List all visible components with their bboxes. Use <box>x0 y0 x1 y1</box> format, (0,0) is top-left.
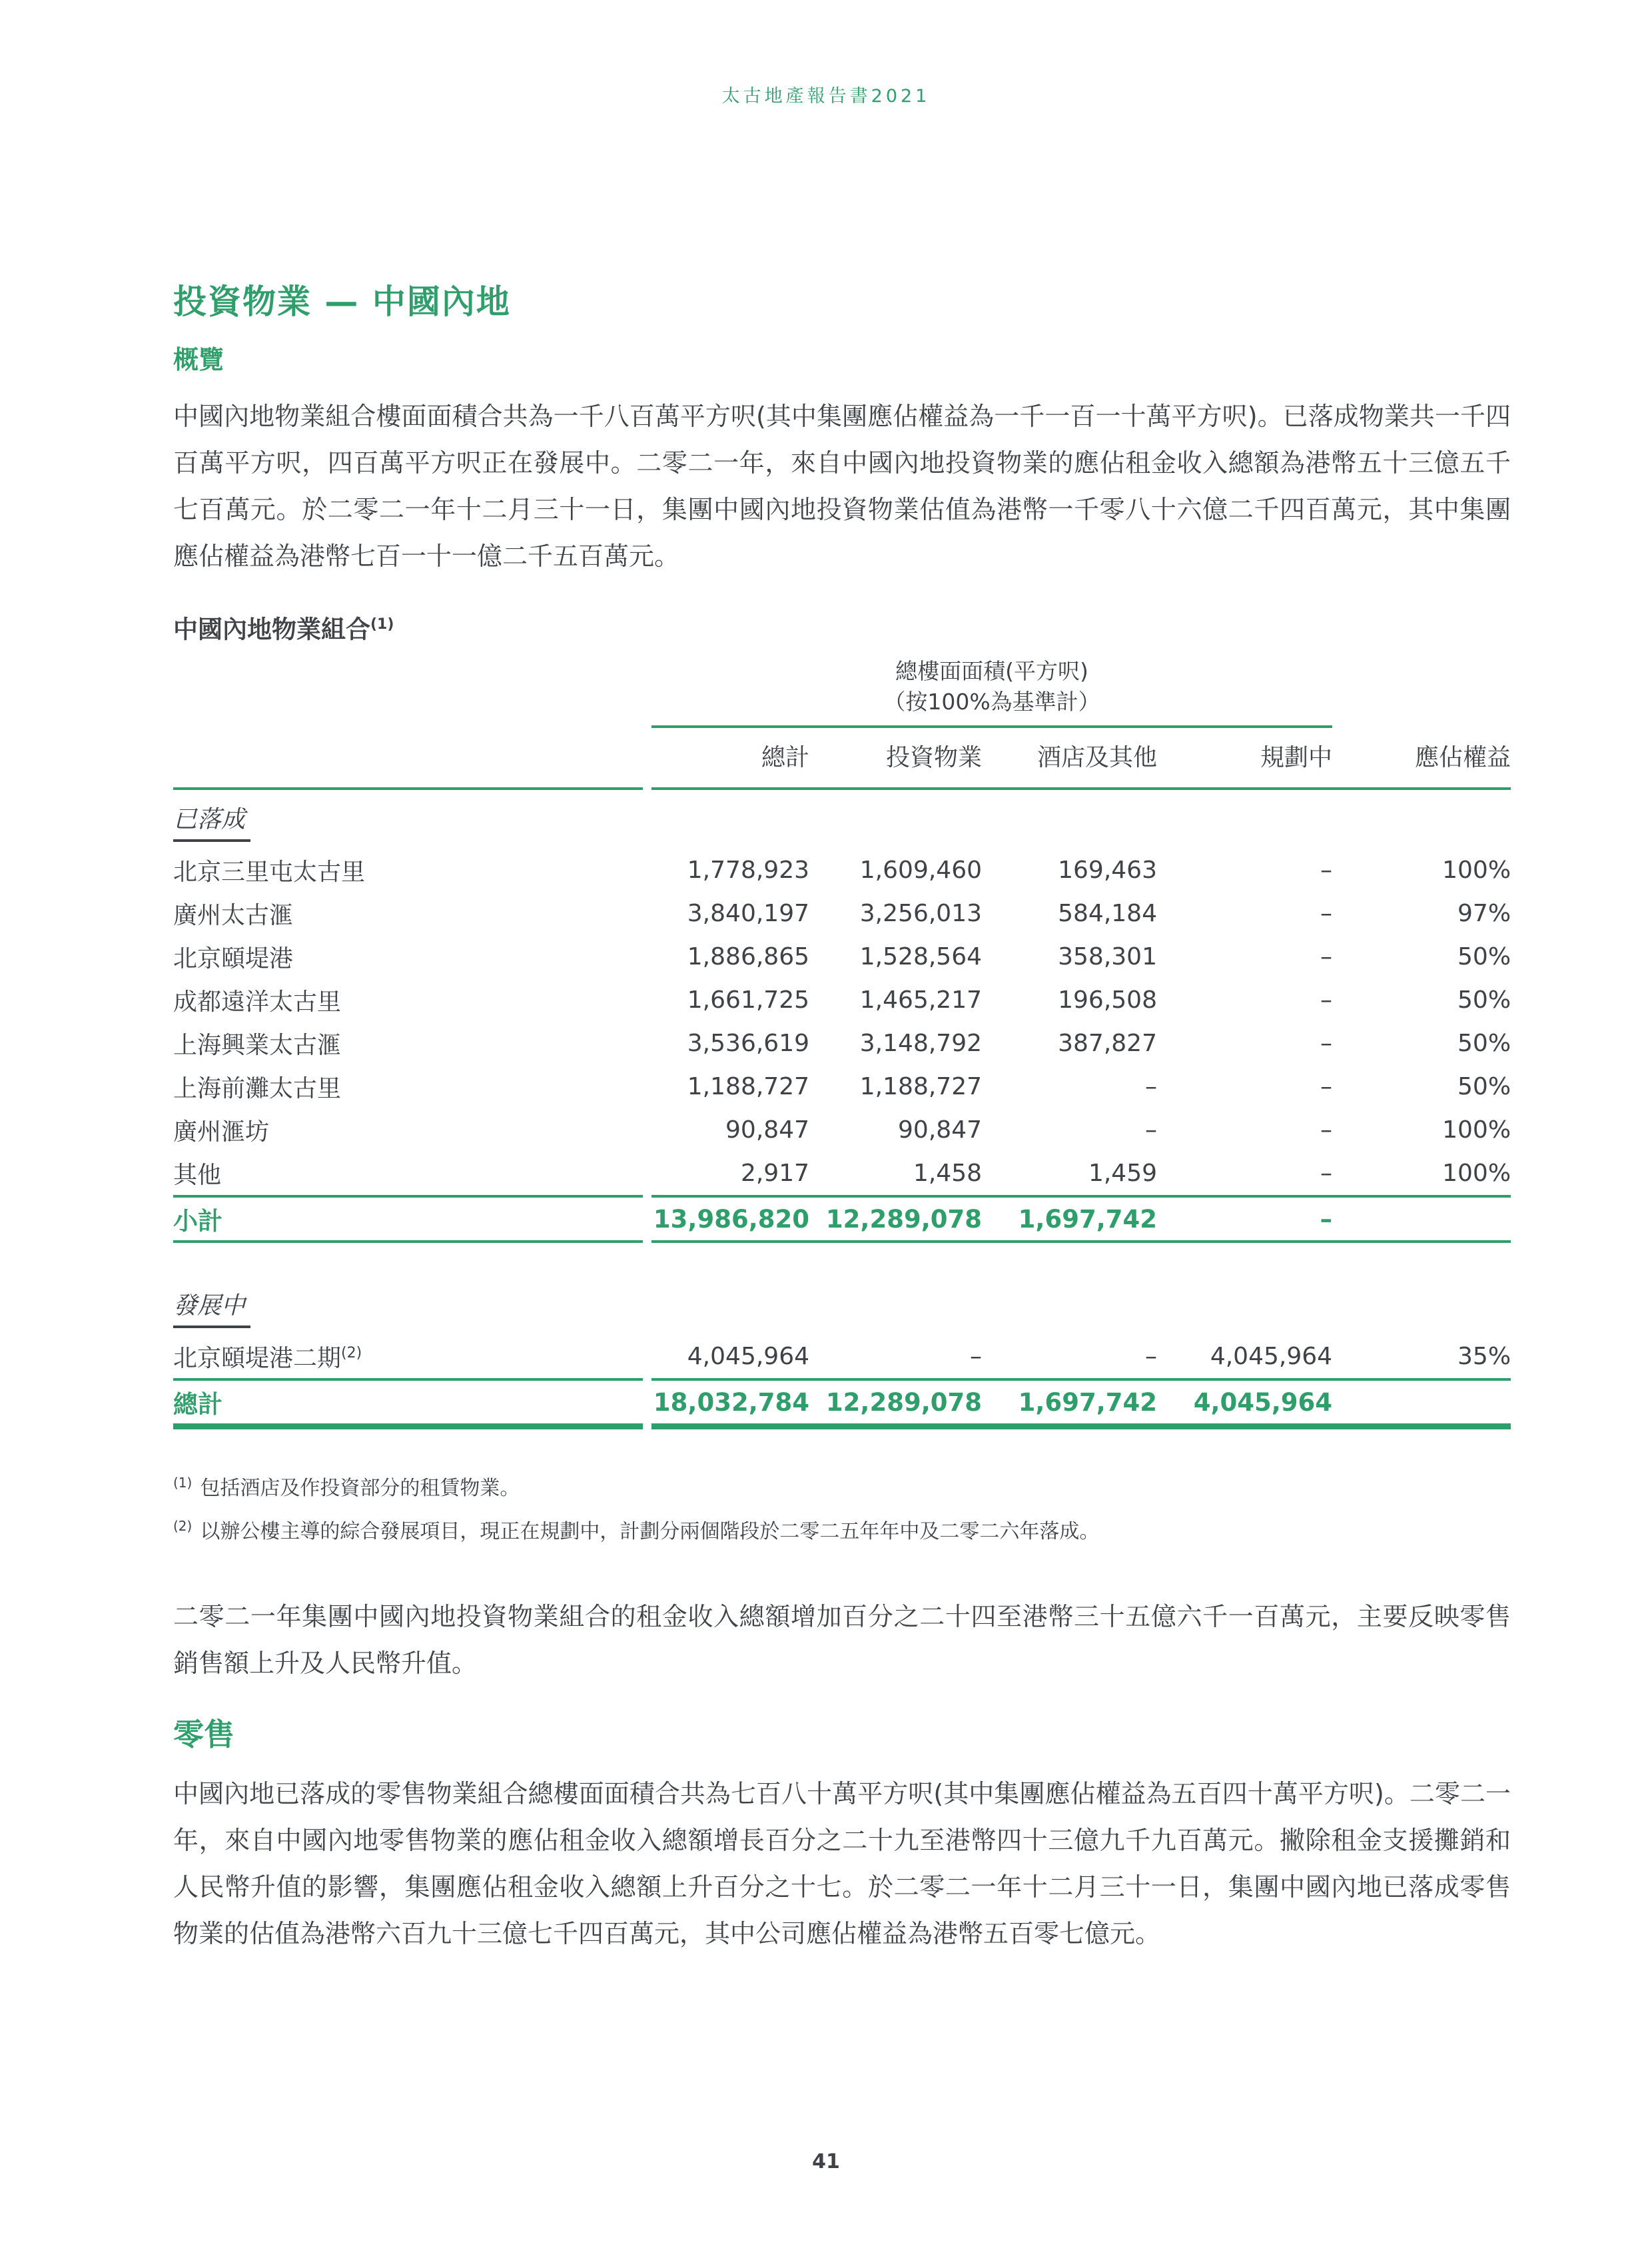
table-row: 廣州太古滙 3,840,197 3,256,013 584,184 – 97% <box>173 892 1511 935</box>
property-name: 廣州太古滙 <box>173 902 294 930</box>
report-header-title: 太古地產報告書2021 <box>721 86 931 107</box>
table-row: 北京三里屯太古里 1,778,923 1,609,460 169,463 – 100% <box>173 849 1511 892</box>
section-label-development: 發展中 <box>173 1287 250 1328</box>
gfa-header-line2: （按100%為基準計） <box>883 689 1100 715</box>
table-row: 北京頤堤港 1,886,865 1,528,564 358,301 – 50% <box>173 935 1511 978</box>
footnote-2: $^{(2)}$ 以辦公樓主導的綜合發展項目，現正在規劃中，計劃分兩個階段於二零二五年年中及二零二六年落成。 <box>173 1518 1100 1544</box>
grand-total-label: 總計 <box>173 1378 643 1429</box>
footnote-ref-2: (2) <box>341 1345 362 1362</box>
overview-paragraph: 中國內地物業組合樓面面積合共為一千八百萬平方呎(其中集團應佔權益為一千一百一十萬平方呎)。已落成物業共一千四百萬平方呎，四百萬平方呎正在發展中。二零二一年，來自中國內地投資物業的應佔租金收入總額為港幣五十三億五千七百萬元。於二零二一年十二月三十一日，集團中國內地投資物業估值為港幣一千零八十六億二千四百萬元，其中集團應佔權益為港幣七百一十一億二千五百萬元。 <box>173 402 1511 571</box>
gfa-header <box>651 656 1332 728</box>
footnote-1: $^{(1)}$ 包括酒店及作投資部分的租賃物業。 <box>173 1475 520 1501</box>
portfolio-table-title <box>173 610 1511 644</box>
section-completed <box>173 790 1511 849</box>
table-row: 北京頤堤港二期$^{(2)}$ 4,045,964 – – 4,045,964 35% <box>173 1335 1511 1378</box>
footnote-ref-1: (1) <box>370 616 394 633</box>
portfolio-table-title-text: 中國內地物業組合 <box>173 615 370 644</box>
overview-heading: 概覽 <box>173 345 224 374</box>
table-row: 成都遠洋太古里 1,661,725 1,465,217 196,508 – 50% <box>173 978 1511 1022</box>
property-name: 北京頤堤港二期$^{(2)}$ <box>173 1345 362 1373</box>
subtotal-row: 小計 13,986,820 12,289,078 1,697,742 – <box>173 1195 1511 1243</box>
table-row: 上海前灘太古里 1,188,727 1,188,727 – – 50% <box>173 1065 1511 1108</box>
table-row: 其他 2,917 1,458 1,459 – 100% <box>173 1152 1511 1195</box>
portfolio-table <box>173 656 1511 1429</box>
property-name: 成都遠洋太古里 <box>173 988 342 1016</box>
page-title: 投資物業 — 中國內地 <box>173 282 511 321</box>
property-name: 北京頤堤港 <box>173 945 294 973</box>
gfa-header-line1: 總樓面面積(平方呎) <box>895 658 1088 685</box>
col-header-investment: 投資物業 <box>809 728 982 790</box>
property-name: 上海興業太古滙 <box>173 1032 342 1060</box>
col-header-hotel: 酒店及其他 <box>982 728 1157 790</box>
table-spacer <box>173 1243 1511 1276</box>
page-number: 41 <box>812 2150 840 2173</box>
property-name: 廣州滙坊 <box>173 1118 270 1146</box>
retail-paragraph: 中國內地已落成的零售物業組合總樓面面積合共為七百八十萬平方呎(其中集團應佔權益為五百四十萬平方呎)。二零二一年，來自中國內地零售物業的應佔租金收入總額增長百分之二十九至港幣四十三億九千九百萬元。撇除租金支援攤銷和人民幣升值的影響，集團應佔租金收入總額上升百分之十七。於二零二一年十二月三十一日，集團中國內地已落成零售物業的估值為港幣六百九十三億七千四百萬元，其中公司應佔權益為港幣五百零七億元。 <box>173 1779 1511 1949</box>
col-header-total: 總計 <box>651 728 809 790</box>
rental-income-paragraph: 二零二一年集團中國內地投資物業組合的租金收入總額增加百分之二十四至港幣三十五億六千一百萬元，主要反映零售銷售額上升及人民幣升值。 <box>173 1602 1511 1679</box>
table-row: 廣州滙坊 90,847 90,847 – – 100% <box>173 1108 1511 1152</box>
property-name: 北京三里屯太古里 <box>173 859 366 887</box>
section-label-completed: 已落成 <box>173 801 250 842</box>
col-header-planned: 規劃中 <box>1157 728 1332 790</box>
section-development <box>173 1276 1511 1335</box>
property-name: 上海前灘太古里 <box>173 1075 342 1103</box>
subtotal-label: 小計 <box>173 1195 643 1243</box>
grand-total-row: 總計 18,032,784 12,289,078 1,697,742 4,045,964 <box>173 1378 1511 1429</box>
retail-heading: 零售 <box>173 1716 234 1753</box>
property-name: 其他 <box>173 1162 222 1190</box>
table-row: 上海興業太古滙 3,536,619 3,148,792 387,827 – 50% <box>173 1022 1511 1065</box>
gfa-header-row <box>173 656 1511 728</box>
footnotes <box>173 1464 1511 1551</box>
page-content <box>173 0 1511 1957</box>
col-header-interest: 應佔權益 <box>1332 728 1511 790</box>
column-header-row <box>173 728 1511 790</box>
